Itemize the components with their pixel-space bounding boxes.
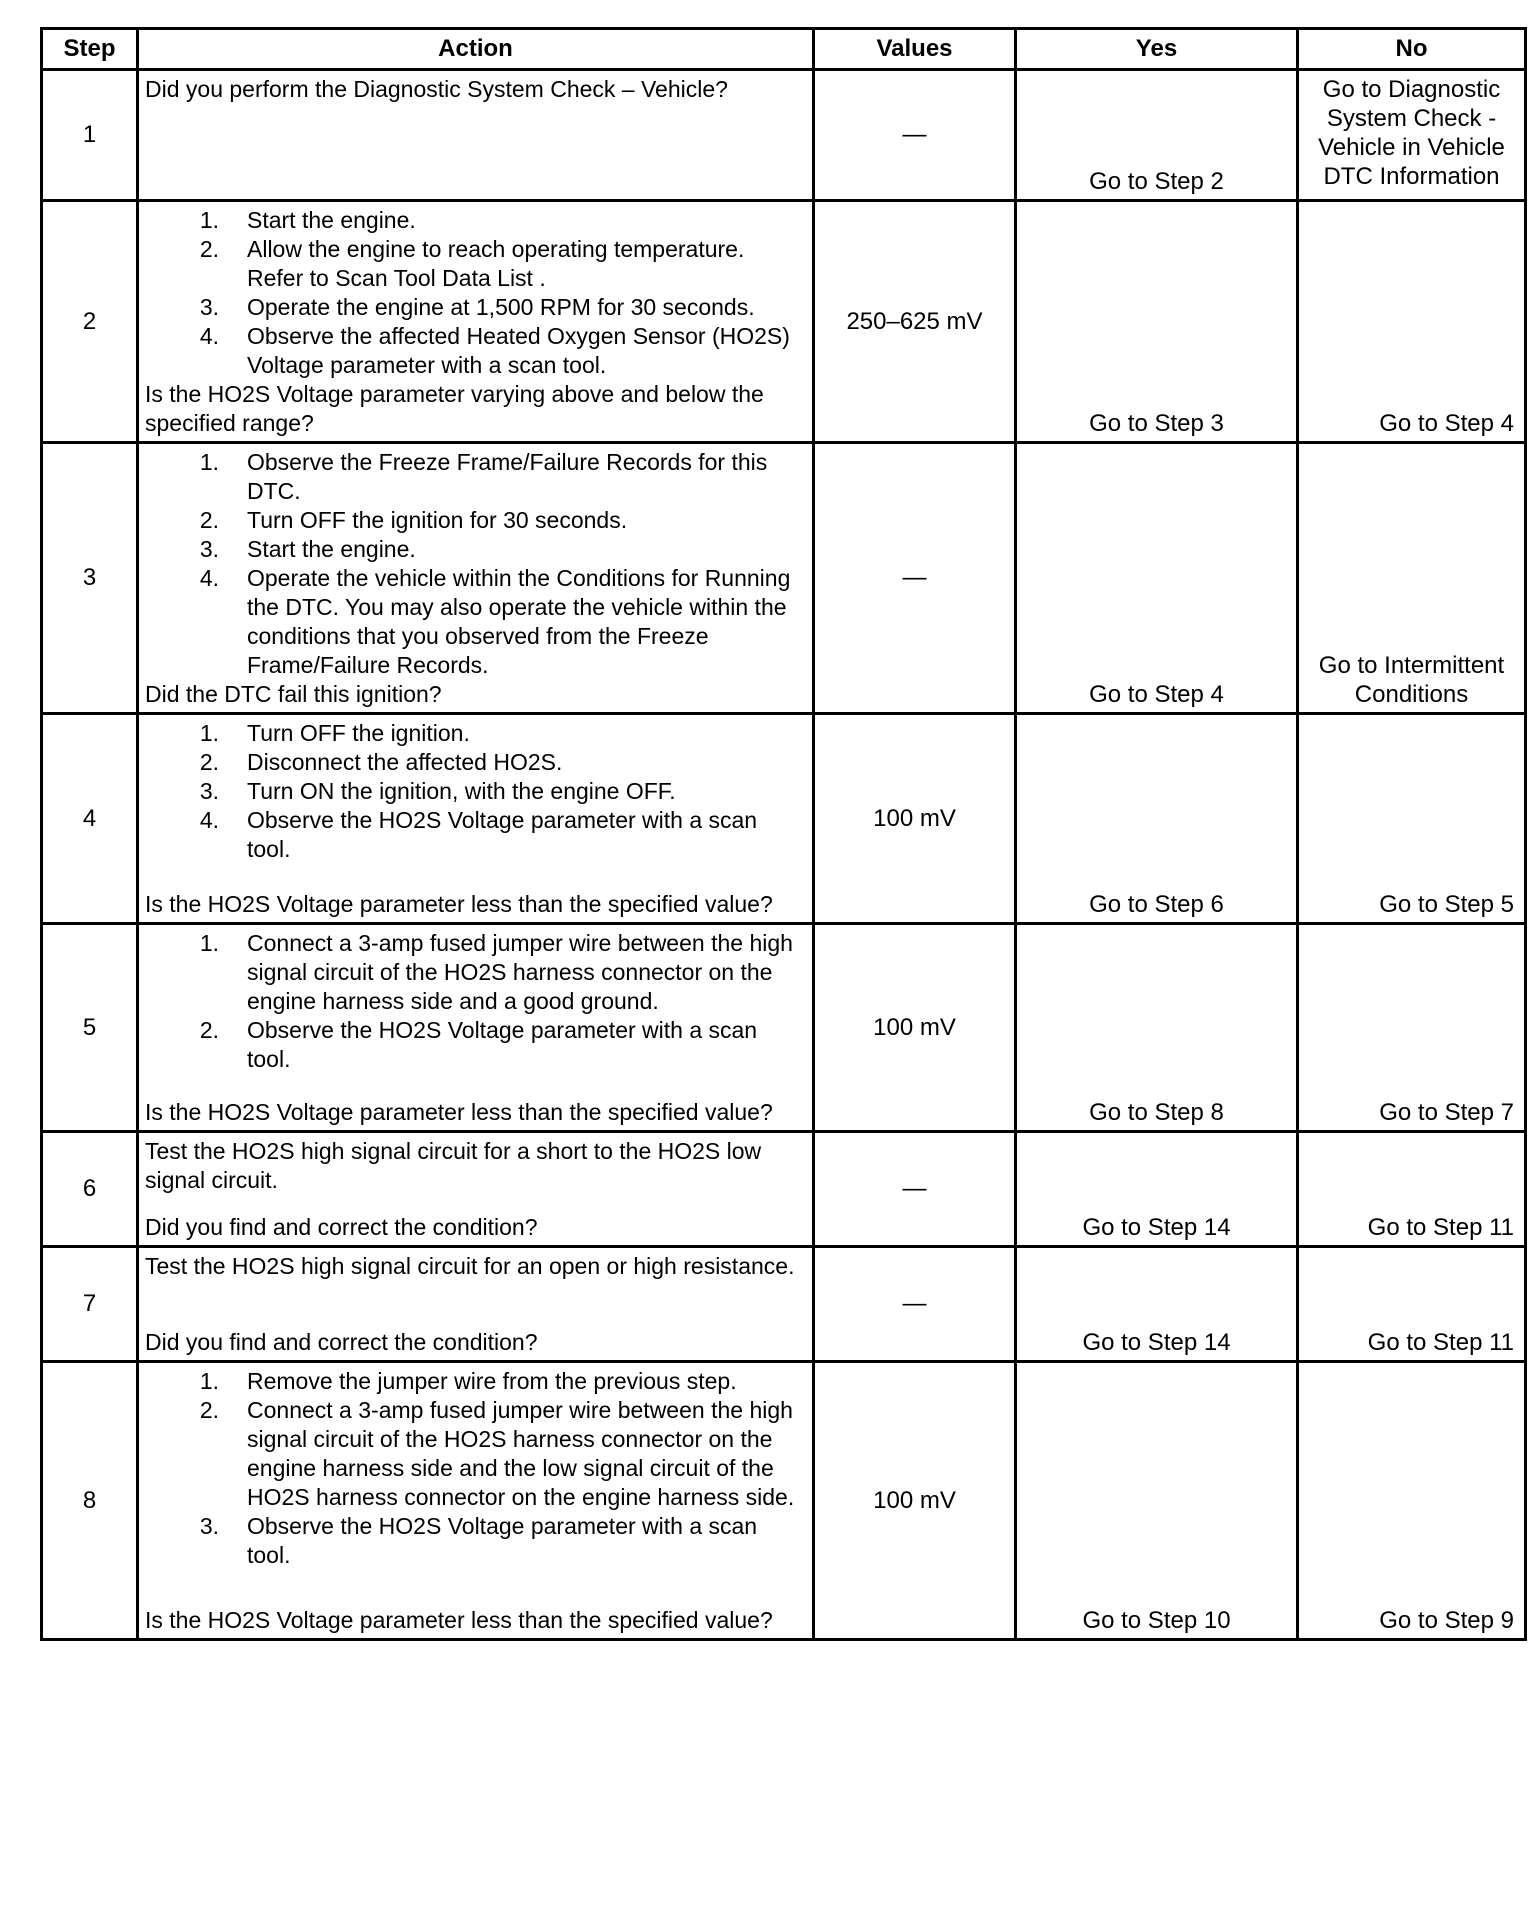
action-step [145, 929, 806, 1016]
action-steps [145, 1367, 806, 1570]
no-cell [1298, 443, 1526, 714]
step-number: 2 [42, 201, 138, 443]
yes-result: Go to Step 10 [1082, 1607, 1231, 1634]
action-question: Did you find and correct the condition? [145, 1329, 538, 1355]
action-step-text: Turn ON the ignition, with the engine OFF. [247, 778, 676, 804]
action-step-number: 2. [199, 749, 219, 775]
action-step-text: Operate the vehicle within the Conditions for Running the DTC. You may also operate the vehicle within the conditions that you observed from the Freeze Frame/Failure Records. [247, 565, 791, 678]
action-step-text: Connect a 3-amp fused jumper wire between the high signal circuit of the HO2S harness connector on the engine harness side and a good ground. [247, 930, 793, 1014]
action-step-text: Observe the HO2S Voltage parameter with a scan tool. [247, 807, 758, 862]
action-step [145, 748, 806, 777]
yes-result: Go to Step 3 [1089, 410, 1224, 437]
values-cell: 100 mV [814, 924, 1016, 1132]
action-body [145, 719, 806, 864]
no-result: Go to Step 11 [1367, 1329, 1514, 1356]
step-number: 1 [42, 70, 138, 201]
table-row [42, 1247, 1526, 1362]
action-question: Did you find and correct the condition? [145, 1214, 538, 1240]
action-cell [138, 714, 814, 924]
yes-cell [1016, 1132, 1298, 1247]
action-cell [138, 924, 814, 1132]
action-step-number: 2. [199, 236, 219, 262]
action-content [139, 71, 812, 199]
action-step [145, 535, 806, 564]
values-cell: — [814, 443, 1016, 714]
step-number: 8 [42, 1362, 138, 1640]
action-step-number: 3. [199, 778, 219, 804]
action-content [139, 925, 812, 1130]
action-question: Is the HO2S Voltage parameter less than the specified value? [145, 1099, 773, 1125]
action-step-number: 1. [199, 930, 219, 956]
no-result: Go to Intermittent Conditions [1318, 652, 1505, 708]
yes-result: Go to Step 4 [1089, 681, 1224, 708]
action-step [145, 506, 806, 535]
action-content [139, 1363, 812, 1638]
action-step-text: Observe the affected Heated Oxygen Sensor (HO2S) Voltage parameter with a scan tool. [247, 323, 790, 378]
header-yes: Yes [1016, 29, 1298, 70]
action-body [145, 1137, 806, 1195]
action-content [139, 202, 812, 441]
action-question: Is the HO2S Voltage parameter less than the specified value? [145, 891, 773, 917]
action-body [145, 929, 806, 1074]
no-result: Go to Step 5 [1379, 891, 1514, 918]
values-cell: 100 mV [814, 714, 1016, 924]
action-step [145, 235, 806, 293]
action-body [145, 1252, 806, 1281]
action-content [139, 715, 812, 922]
action-step-text: Allow the engine to reach operating temperature. Refer to Scan Tool Data List . [247, 236, 745, 291]
action-step-text: Operate the engine at 1,500 RPM for 30 seconds. [247, 294, 755, 320]
action-step-number: 4. [199, 807, 219, 833]
yes-result: Go to Step 2 [1089, 168, 1224, 195]
action-step [145, 448, 806, 506]
action-intro: Did you perform the Diagnostic System Check – Vehicle? [145, 76, 728, 102]
no-result: Go to Step 9 [1379, 1607, 1514, 1634]
values-cell: — [814, 1132, 1016, 1247]
table-row [42, 1362, 1526, 1640]
step-number: 4 [42, 714, 138, 924]
action-step [145, 322, 806, 380]
action-steps [145, 448, 806, 680]
action-step-text: Remove the jumper wire from the previous step. [247, 1368, 737, 1394]
yes-cell [1016, 201, 1298, 443]
action-cell [138, 1247, 814, 1362]
step-number: 6 [42, 1132, 138, 1247]
action-cell [138, 70, 814, 201]
action-step [145, 719, 806, 748]
action-body [145, 75, 806, 104]
table-row [42, 1132, 1526, 1247]
yes-cell [1016, 443, 1298, 714]
no-result: Go to Diagnostic System Check - Vehicle in Vehicle DTC Information [1318, 76, 1505, 190]
action-step [145, 806, 806, 864]
action-step-text: Turn OFF the ignition. [247, 720, 470, 746]
yes-result: Go to Step 14 [1082, 1214, 1231, 1241]
yes-result: Go to Step 6 [1089, 891, 1224, 918]
action-content [139, 444, 812, 712]
action-step-number: 2. [199, 507, 219, 533]
action-body [145, 1367, 806, 1570]
action-step-number: 3. [199, 536, 219, 562]
action-steps [145, 719, 806, 864]
no-cell [1298, 1247, 1526, 1362]
action-content [139, 1133, 812, 1245]
action-step-number: 1. [199, 1368, 219, 1394]
yes-cell [1016, 1362, 1298, 1640]
no-result: Go to Step 11 [1367, 1214, 1514, 1241]
header-row [42, 29, 1526, 70]
yes-result: Go to Step 8 [1089, 1099, 1224, 1126]
table-body [42, 70, 1526, 1640]
values-cell: — [814, 70, 1016, 201]
no-cell [1298, 714, 1526, 924]
step-number: 3 [42, 443, 138, 714]
no-cell [1298, 201, 1526, 443]
action-step [145, 1512, 806, 1570]
table-row [42, 714, 1526, 924]
values-cell: — [814, 1247, 1016, 1362]
action-step-number: 1. [199, 720, 219, 746]
action-step-number: 1. [199, 449, 219, 475]
action-step [145, 564, 806, 680]
action-step-text: Observe the HO2S Voltage parameter with a scan tool. [247, 1513, 758, 1568]
action-step [145, 777, 806, 806]
table-row [42, 201, 1526, 443]
action-step-text: Start the engine. [247, 536, 416, 562]
action-step-number: 1. [199, 207, 219, 233]
action-step [145, 1396, 806, 1512]
action-body [145, 448, 806, 680]
action-cell [138, 1132, 814, 1247]
action-intro: Test the HO2S high signal circuit for an open or high resistance. [145, 1253, 795, 1279]
table-row [42, 443, 1526, 714]
action-steps [145, 929, 806, 1074]
action-step-text: Observe the Freeze Frame/Failure Records for this DTC. [247, 449, 768, 504]
action-step [145, 206, 806, 235]
no-cell [1298, 924, 1526, 1132]
header-values: Values [814, 29, 1016, 70]
action-cell [138, 443, 814, 714]
action-cell [138, 201, 814, 443]
yes-result: Go to Step 14 [1082, 1329, 1231, 1356]
yes-cell [1016, 714, 1298, 924]
action-step-number: 2. [199, 1397, 219, 1423]
action-step-number: 4. [199, 565, 219, 591]
table-row [42, 70, 1526, 201]
action-content [139, 1248, 812, 1360]
values-cell: 100 mV [814, 1362, 1016, 1640]
step-number: 5 [42, 924, 138, 1132]
action-step [145, 293, 806, 322]
header-no: No [1298, 29, 1526, 70]
action-step-number: 2. [199, 1017, 219, 1043]
action-body [145, 206, 806, 380]
no-result: Go to Step 4 [1379, 410, 1514, 437]
action-step-number: 4. [199, 323, 219, 349]
action-step-text: Start the engine. [247, 207, 416, 233]
yes-cell [1016, 1247, 1298, 1362]
no-cell [1298, 70, 1526, 201]
action-question: Did the DTC fail this ignition? [145, 681, 442, 707]
no-cell [1298, 1362, 1526, 1640]
step-number: 7 [42, 1247, 138, 1362]
action-question: Is the HO2S Voltage parameter varying above and below the specified range? [145, 381, 764, 436]
action-steps [145, 206, 806, 380]
action-step-number: 3. [199, 1513, 219, 1539]
action-step-text: Turn OFF the ignition for 30 seconds. [247, 507, 628, 533]
action-step [145, 1016, 806, 1074]
no-cell [1298, 1132, 1526, 1247]
action-intro: Test the HO2S high signal circuit for a short to the HO2S low signal circuit. [145, 1138, 762, 1193]
values-cell: 250–625 mV [814, 201, 1016, 443]
action-step-text: Observe the HO2S Voltage parameter with a scan tool. [247, 1017, 758, 1072]
action-step [145, 1367, 806, 1396]
action-step-text: Connect a 3-amp fused jumper wire between the high signal circuit of the HO2S harness connector on the engine harness side and the low signal circuit of the HO2S harness connector on the engine harness side. [247, 1397, 795, 1510]
action-question: Is the HO2S Voltage parameter less than the specified value? [145, 1607, 773, 1633]
diagnostic-table [40, 27, 1527, 1641]
header-step: Step [42, 29, 138, 70]
action-step-text: Disconnect the affected HO2S. [247, 749, 563, 775]
action-step-number: 3. [199, 294, 219, 320]
action-cell [138, 1362, 814, 1640]
yes-cell [1016, 70, 1298, 201]
table-row [42, 924, 1526, 1132]
header-action: Action [138, 29, 814, 70]
yes-cell [1016, 924, 1298, 1132]
no-result: Go to Step 7 [1379, 1099, 1514, 1126]
